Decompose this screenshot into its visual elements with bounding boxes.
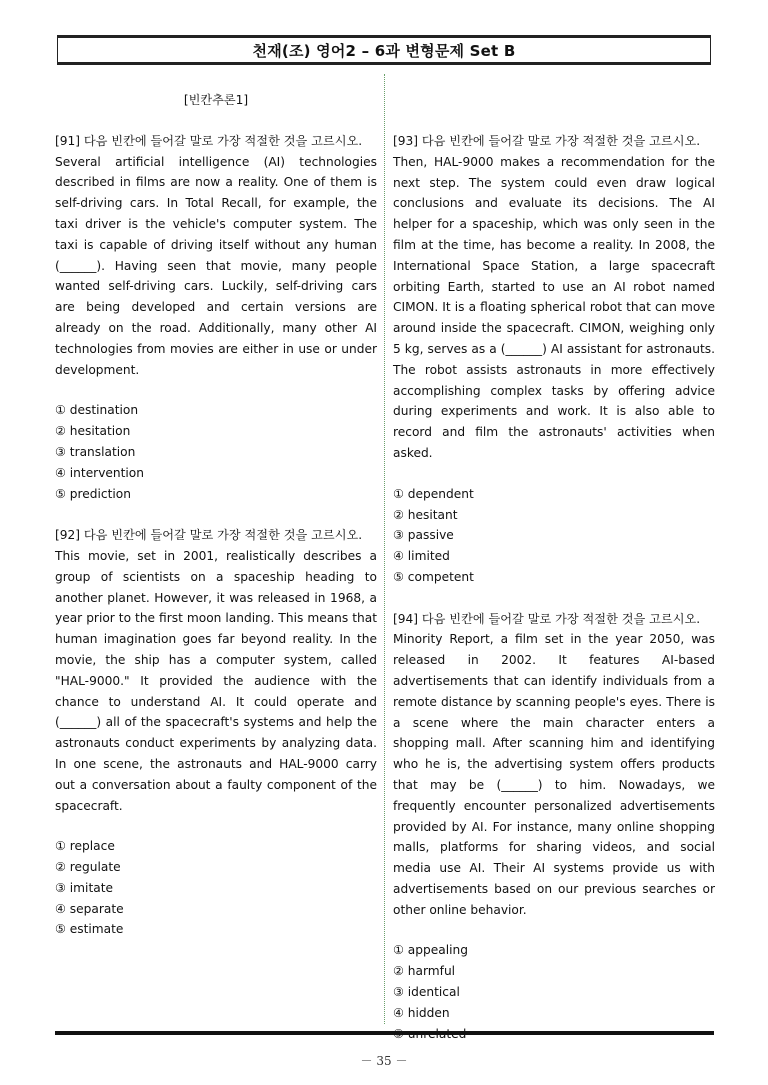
question-heading: [93] 다음 빈칸에 들어갈 말로 가장 적절한 것을 고르시오. [393, 134, 701, 148]
footer-rule [55, 1031, 714, 1035]
choice-item[interactable]: ⑤ competent [393, 569, 474, 584]
choice-item[interactable]: ④ separate [55, 901, 124, 916]
choice-item[interactable]: ③ passive [393, 528, 454, 543]
choice-list [55, 400, 377, 504]
choice-item[interactable]: ③ imitate [55, 880, 113, 895]
choice-item[interactable]: ② harmful [393, 964, 456, 979]
choice-item[interactable]: ① appealing [393, 943, 468, 958]
question-passage: Minority Report, a film set in the year 2050, was released in 2002. It features AI-based advertisements that can identify individuals from a remote distance by scanning people's eyes. There is a scene where the main character enters a shopping mall. After scanning him and identifying who he is, the advertising system offers products that may be (______) to him. Nowadays, we frequently encounter personalized advertisements provided by AI. For instance, many online shopping malls, platforms for sharing videos, and social media use AI. Their AI systems provide us with advertisements based on our previous searches or other online behavior. [393, 632, 715, 917]
question-passage: Several artificial intelligence (AI) technologies described in films are now a reality. One of them is self-driving cars. In Total Recall, for example, the taxi driver is the vehicle's computer system. The taxi is capable of driving itself without any human (______). Having seen that movie, many people wanted self-driving cars. Luckily, self-driving cars are being developed and certain versions are already on the road. Additionally, many other AI technologies from movies are either in use or under development. [55, 154, 377, 377]
question-heading: [92] 다음 빈칸에 들어갈 말로 가장 적절한 것을 고르시오. [55, 528, 363, 543]
choice-item[interactable]: ① destination [55, 403, 139, 418]
choice-list [393, 484, 715, 588]
choice-item[interactable]: ① replace [55, 839, 115, 854]
right-column [393, 131, 715, 1044]
question-passage: Then, HAL-9000 makes a recommendation for the next step. The system could even draw logical conclusions and evaluate its decisions. The AI helper for a spaceship, which was only seen in the film at the time, has become a reality. In 2008, the International Space Station, a large spacecraft orbiting Earth, started to use an AI robot named CIMON. It is a floating spherical robot that can move around inside the spacecraft. CIMON, weighing only 5 kg, serves as a (______) AI assistant for astronauts. The robot assists astronauts in more effectively accomplishing complex tasks by offering advice during experiments and work. It is also able to record and film the astronauts' activities when asked. [393, 154, 715, 460]
column-divider [384, 74, 385, 1024]
choice-item[interactable]: ④ limited [393, 549, 450, 564]
choice-item[interactable]: ③ translation [55, 444, 136, 459]
question-heading: [94] 다음 빈칸에 들어갈 말로 가장 적절한 것을 고르시오. [393, 611, 701, 626]
question-heading: [91] 다음 빈칸에 들어갈 말로 가장 적절한 것을 고르시오. [55, 133, 363, 148]
question-93 [393, 131, 715, 588]
question-94 [393, 609, 715, 1045]
choice-item[interactable]: ② hesitant [393, 507, 458, 522]
choice-item[interactable]: ③ identical [393, 985, 460, 1000]
choice-item[interactable]: ② regulate [55, 860, 121, 875]
section-label: [빈칸추론1] [183, 93, 249, 107]
page-number: － 35 － [360, 1054, 408, 1068]
choice-item[interactable]: ⑤ estimate [55, 922, 124, 937]
left-column [55, 90, 377, 940]
choice-item[interactable]: ④ intervention [55, 465, 144, 480]
choice-item[interactable]: ④ hidden [393, 1005, 450, 1020]
choice-item[interactable]: ⑤ prediction [55, 486, 131, 501]
choice-item[interactable]: ① dependent [393, 486, 474, 501]
question-91 [55, 131, 377, 505]
page-title: 천재(조) 영어2 – 6과 변형문제 Set B [57, 35, 711, 65]
choice-item[interactable]: ② hesitation [55, 424, 131, 439]
question-92 [55, 525, 377, 940]
choice-list [55, 836, 377, 940]
choice-list [393, 940, 715, 1044]
question-passage: This movie, set in 2001, realistically describes a group of scientists on a spaceship heading to another planet. However, it was released in 1968, a year prior to the first moon landing. This means that human imagination goes far beyond reality. In the movie, the ship has a computer system, called "HAL-9000." It provided the audience with the chance to understand AI. It could operate and (______) all of the spacecraft's systems and help the astronauts conduct experiments by analyzing data. In one scene, the astronauts and HAL-9000 carry out a conversation about a faulty component of the spacecraft. [55, 548, 377, 813]
